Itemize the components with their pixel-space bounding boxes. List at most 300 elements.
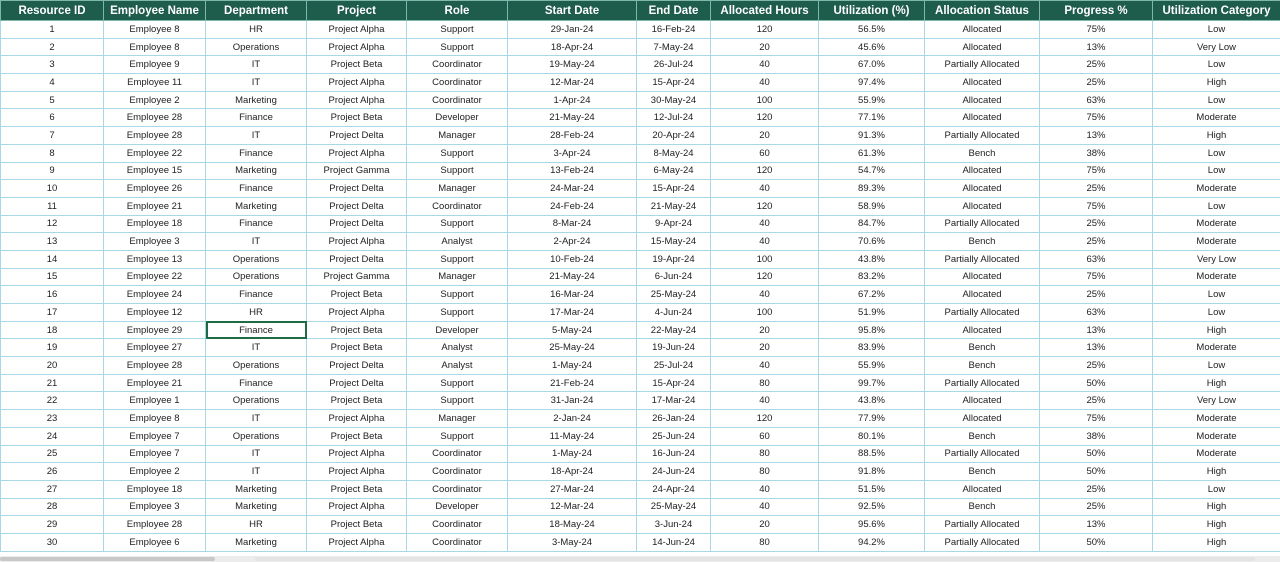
table-cell[interactable]: Low — [1153, 21, 1280, 39]
table-cell[interactable]: Operations — [206, 250, 307, 268]
table-cell[interactable]: 3 — [1, 56, 104, 74]
table-cell[interactable]: 25% — [1040, 357, 1153, 375]
table-cell[interactable]: Marketing — [206, 162, 307, 180]
table-cell[interactable]: Moderate — [1153, 233, 1280, 251]
table-cell[interactable]: 13% — [1040, 127, 1153, 145]
table-cell[interactable]: Finance — [206, 180, 307, 198]
table-cell[interactable]: Coordinator — [407, 463, 508, 481]
table-cell[interactable]: Employee 18 — [104, 480, 206, 498]
table-cell[interactable]: 22-May-24 — [637, 321, 711, 339]
table-cell[interactable]: Support — [407, 427, 508, 445]
table-cell[interactable]: Manager — [407, 268, 508, 286]
table-cell[interactable]: IT — [206, 445, 307, 463]
table-cell[interactable]: 25-May-24 — [637, 286, 711, 304]
table-cell[interactable]: 94.2% — [819, 533, 925, 551]
table-cell[interactable]: Moderate — [1153, 268, 1280, 286]
table-cell[interactable]: Developer — [407, 498, 508, 516]
table-cell[interactable]: 19-May-24 — [508, 56, 637, 74]
table-cell[interactable]: 9 — [1, 162, 104, 180]
table-cell[interactable]: Moderate — [1153, 109, 1280, 127]
table-cell[interactable]: 40 — [711, 74, 819, 92]
table-cell[interactable]: 26 — [1, 463, 104, 481]
table-cell[interactable]: 16 — [1, 286, 104, 304]
table-cell[interactable]: 12-Jul-24 — [637, 109, 711, 127]
column-header[interactable]: Project — [307, 1, 407, 21]
table-cell[interactable]: 25% — [1040, 498, 1153, 516]
table-cell[interactable]: Project Delta — [307, 374, 407, 392]
table-cell[interactable]: 95.8% — [819, 321, 925, 339]
table-cell[interactable]: Marketing — [206, 197, 307, 215]
table-cell[interactable]: Allocated — [925, 268, 1040, 286]
table-cell[interactable]: Partially Allocated — [925, 215, 1040, 233]
table-cell[interactable]: 16-Mar-24 — [508, 286, 637, 304]
table-cell[interactable]: 80 — [711, 374, 819, 392]
table-cell[interactable]: 6-May-24 — [637, 162, 711, 180]
table-cell[interactable]: 19-Apr-24 — [637, 250, 711, 268]
table-cell[interactable]: 120 — [711, 162, 819, 180]
table-cell[interactable]: 120 — [711, 410, 819, 428]
table-cell[interactable]: 77.1% — [819, 109, 925, 127]
table-cell[interactable]: High — [1153, 463, 1280, 481]
table-cell[interactable]: Manager — [407, 180, 508, 198]
column-header[interactable]: Allocated Hours — [711, 1, 819, 21]
table-cell[interactable]: 10 — [1, 180, 104, 198]
table-cell[interactable]: 28-Feb-24 — [508, 127, 637, 145]
table-cell[interactable]: Moderate — [1153, 445, 1280, 463]
table-cell[interactable]: Low — [1153, 480, 1280, 498]
table-cell[interactable]: Allocated — [925, 480, 1040, 498]
table-cell[interactable]: 89.3% — [819, 180, 925, 198]
table-cell[interactable]: Project Beta — [307, 516, 407, 534]
table-cell[interactable]: 5 — [1, 91, 104, 109]
table-cell[interactable]: Project Beta — [307, 109, 407, 127]
table-cell[interactable]: Project Delta — [307, 127, 407, 145]
table-cell[interactable]: Employee 7 — [104, 445, 206, 463]
table-cell[interactable]: Marketing — [206, 480, 307, 498]
table-cell[interactable]: 8 — [1, 144, 104, 162]
table-cell[interactable]: Project Alpha — [307, 463, 407, 481]
table-cell[interactable]: IT — [206, 56, 307, 74]
table-cell[interactable]: Bench — [925, 357, 1040, 375]
column-header[interactable]: Allocation Status — [925, 1, 1040, 21]
table-cell[interactable]: Very Low — [1153, 392, 1280, 410]
table-cell[interactable]: 120 — [711, 21, 819, 39]
table-cell[interactable]: Project Beta — [307, 286, 407, 304]
table-cell[interactable]: 80 — [711, 463, 819, 481]
table-cell[interactable]: Marketing — [206, 533, 307, 551]
table-cell[interactable]: Employee 6 — [104, 533, 206, 551]
table-cell[interactable]: 11-May-24 — [508, 427, 637, 445]
table-cell[interactable]: Employee 3 — [104, 498, 206, 516]
table-cell[interactable]: 40 — [711, 56, 819, 74]
table-cell[interactable]: 18-May-24 — [508, 516, 637, 534]
table-cell[interactable]: 17-Mar-24 — [508, 304, 637, 322]
table-cell[interactable]: 27 — [1, 480, 104, 498]
table-cell[interactable]: 83.9% — [819, 339, 925, 357]
table-cell[interactable]: 67.0% — [819, 56, 925, 74]
table-cell[interactable]: Support — [407, 374, 508, 392]
table-cell[interactable]: 24-Feb-24 — [508, 197, 637, 215]
table-cell[interactable]: 25-Jul-24 — [637, 357, 711, 375]
table-cell[interactable]: Partially Allocated — [925, 56, 1040, 74]
table-cell[interactable]: Coordinator — [407, 91, 508, 109]
table-cell[interactable]: 30 — [1, 533, 104, 551]
table-cell[interactable]: 43.8% — [819, 250, 925, 268]
table-cell[interactable]: Very Low — [1153, 250, 1280, 268]
table-cell[interactable]: Employee 13 — [104, 250, 206, 268]
table-cell[interactable]: Partially Allocated — [925, 250, 1040, 268]
table-cell[interactable]: 2-Apr-24 — [508, 233, 637, 251]
table-cell[interactable]: 95.6% — [819, 516, 925, 534]
table-cell[interactable]: 21-May-24 — [508, 268, 637, 286]
table-cell[interactable]: 50% — [1040, 463, 1153, 481]
table-cell[interactable]: 8-May-24 — [637, 144, 711, 162]
table-cell[interactable]: 21-May-24 — [508, 109, 637, 127]
table-cell[interactable]: Allocated — [925, 286, 1040, 304]
table-cell[interactable]: Moderate — [1153, 215, 1280, 233]
table-cell[interactable]: Developer — [407, 109, 508, 127]
table-cell[interactable]: 50% — [1040, 533, 1153, 551]
table-cell[interactable]: 3-Apr-24 — [508, 144, 637, 162]
table-cell[interactable]: 21-May-24 — [637, 197, 711, 215]
table-cell[interactable]: 1-May-24 — [508, 445, 637, 463]
table-cell[interactable]: Allocated — [925, 197, 1040, 215]
table-cell[interactable]: HR — [206, 304, 307, 322]
table-cell[interactable]: 50% — [1040, 445, 1153, 463]
table-cell[interactable]: Support — [407, 304, 508, 322]
table-cell[interactable]: 25% — [1040, 286, 1153, 304]
table-cell[interactable]: Employee 9 — [104, 56, 206, 74]
table-cell[interactable]: High — [1153, 498, 1280, 516]
table-cell[interactable]: Allocated — [925, 91, 1040, 109]
table-cell[interactable]: Support — [407, 144, 508, 162]
table-cell[interactable]: 25% — [1040, 180, 1153, 198]
table-cell[interactable]: Employee 2 — [104, 463, 206, 481]
table-cell[interactable]: 45.6% — [819, 38, 925, 56]
column-header[interactable]: Department — [206, 1, 307, 21]
table-cell[interactable]: Employee 28 — [104, 127, 206, 145]
table-cell[interactable]: 13% — [1040, 516, 1153, 534]
table-cell[interactable]: 1-Apr-24 — [508, 91, 637, 109]
table-cell[interactable]: Allocated — [925, 109, 1040, 127]
table-cell[interactable]: Partially Allocated — [925, 127, 1040, 145]
table-cell[interactable]: 13% — [1040, 321, 1153, 339]
table-cell[interactable]: Operations — [206, 392, 307, 410]
table-cell[interactable]: Support — [407, 250, 508, 268]
table-cell[interactable]: 25-Jun-24 — [637, 427, 711, 445]
table-cell[interactable]: 92.5% — [819, 498, 925, 516]
table-cell[interactable]: Employee 12 — [104, 304, 206, 322]
table-cell[interactable]: IT — [206, 233, 307, 251]
table-cell[interactable]: Very Low — [1153, 38, 1280, 56]
table-cell[interactable]: 120 — [711, 268, 819, 286]
table-cell[interactable]: 13% — [1040, 38, 1153, 56]
table-cell[interactable]: 43.8% — [819, 392, 925, 410]
table-cell[interactable]: Project Delta — [307, 357, 407, 375]
table-cell[interactable]: 7 — [1, 127, 104, 145]
table-cell[interactable]: Partially Allocated — [925, 533, 1040, 551]
table-cell[interactable]: 19 — [1, 339, 104, 357]
table-cell[interactable]: Partially Allocated — [925, 374, 1040, 392]
table-cell[interactable]: 25% — [1040, 215, 1153, 233]
table-cell[interactable]: Manager — [407, 127, 508, 145]
table-cell[interactable]: Employee 2 — [104, 91, 206, 109]
table-cell[interactable]: 55.9% — [819, 91, 925, 109]
table-cell[interactable]: 12-Mar-24 — [508, 498, 637, 516]
table-cell[interactable]: Support — [407, 392, 508, 410]
table-cell[interactable]: Employee 11 — [104, 74, 206, 92]
table-cell[interactable]: 7-May-24 — [637, 38, 711, 56]
table-cell[interactable]: Low — [1153, 357, 1280, 375]
table-cell[interactable]: 29 — [1, 516, 104, 534]
table-cell[interactable]: Allocated — [925, 38, 1040, 56]
table-cell[interactable]: Support — [407, 38, 508, 56]
table-cell[interactable]: IT — [206, 127, 307, 145]
table-cell[interactable]: 100 — [711, 250, 819, 268]
table-cell[interactable]: 25-May-24 — [508, 339, 637, 357]
table-cell[interactable]: Employee 8 — [104, 21, 206, 39]
table-cell[interactable]: Project Beta — [307, 56, 407, 74]
table-cell[interactable]: 20 — [711, 516, 819, 534]
column-header[interactable]: Employee Name — [104, 1, 206, 21]
table-cell[interactable]: 99.7% — [819, 374, 925, 392]
table-cell[interactable]: 54.7% — [819, 162, 925, 180]
table-cell[interactable]: 24 — [1, 427, 104, 445]
table-cell[interactable]: 40 — [711, 357, 819, 375]
table-cell[interactable]: Project Alpha — [307, 445, 407, 463]
table-cell[interactable]: Employee 8 — [104, 410, 206, 428]
table-cell[interactable]: Allocated — [925, 162, 1040, 180]
table-cell[interactable]: Low — [1153, 197, 1280, 215]
table-cell[interactable]: Bench — [925, 427, 1040, 445]
table-cell[interactable]: 4-Jun-24 — [637, 304, 711, 322]
table-cell[interactable]: 91.8% — [819, 463, 925, 481]
table-cell[interactable]: 19-Jun-24 — [637, 339, 711, 357]
table-cell[interactable]: IT — [206, 410, 307, 428]
table-cell[interactable]: Project Delta — [307, 250, 407, 268]
table-cell[interactable]: 17 — [1, 304, 104, 322]
table-cell[interactable]: 80 — [711, 445, 819, 463]
table-cell[interactable]: 20 — [1, 357, 104, 375]
table-cell[interactable]: 25% — [1040, 74, 1153, 92]
table-cell[interactable]: Bench — [925, 339, 1040, 357]
table-cell[interactable]: Coordinator — [407, 516, 508, 534]
table-cell[interactable]: 18-Apr-24 — [508, 38, 637, 56]
table-cell[interactable]: Developer — [407, 321, 508, 339]
table-cell[interactable]: 51.9% — [819, 304, 925, 322]
table-cell[interactable]: 15-Apr-24 — [637, 74, 711, 92]
table-cell[interactable]: 75% — [1040, 410, 1153, 428]
table-cell[interactable]: 24-Apr-24 — [637, 480, 711, 498]
table-cell[interactable]: 80 — [711, 533, 819, 551]
table-cell[interactable]: Employee 28 — [104, 516, 206, 534]
table-cell[interactable]: 63% — [1040, 91, 1153, 109]
table-cell[interactable]: Analyst — [407, 233, 508, 251]
table-cell[interactable]: 75% — [1040, 162, 1153, 180]
table-cell[interactable]: 25% — [1040, 56, 1153, 74]
table-cell[interactable]: 2 — [1, 38, 104, 56]
table-cell[interactable]: 2-Jan-24 — [508, 410, 637, 428]
table-cell[interactable]: 84.7% — [819, 215, 925, 233]
table-cell[interactable]: 11 — [1, 197, 104, 215]
table-cell[interactable]: Finance — [206, 374, 307, 392]
table-cell[interactable]: 25% — [1040, 480, 1153, 498]
table-cell[interactable]: 18-Apr-24 — [508, 463, 637, 481]
table-cell[interactable]: 75% — [1040, 268, 1153, 286]
table-cell[interactable]: 27-Mar-24 — [508, 480, 637, 498]
table-cell[interactable]: 10-Feb-24 — [508, 250, 637, 268]
table-cell[interactable]: Allocated — [925, 180, 1040, 198]
table-cell[interactable]: High — [1153, 516, 1280, 534]
table-cell[interactable]: Project Alpha — [307, 533, 407, 551]
table-cell[interactable]: Low — [1153, 56, 1280, 74]
table-cell[interactable]: 75% — [1040, 197, 1153, 215]
table-cell[interactable]: 40 — [711, 480, 819, 498]
table-cell[interactable]: Moderate — [1153, 410, 1280, 428]
table-cell[interactable]: Low — [1153, 286, 1280, 304]
table-cell[interactable]: 24-Jun-24 — [637, 463, 711, 481]
table-cell[interactable]: 40 — [711, 233, 819, 251]
table-cell[interactable]: 100 — [711, 304, 819, 322]
table-cell[interactable]: Project Alpha — [307, 144, 407, 162]
table-cell[interactable]: Operations — [206, 427, 307, 445]
table-cell[interactable]: Operations — [206, 268, 307, 286]
table-cell[interactable]: Project Alpha — [307, 21, 407, 39]
table-cell[interactable]: Support — [407, 21, 508, 39]
table-cell[interactable]: 24-Mar-24 — [508, 180, 637, 198]
table-cell[interactable]: Project Alpha — [307, 233, 407, 251]
table-cell[interactable]: Finance — [206, 215, 307, 233]
table-cell[interactable]: 70.6% — [819, 233, 925, 251]
table-cell[interactable]: 1-May-24 — [508, 357, 637, 375]
table-cell[interactable]: Project Delta — [307, 180, 407, 198]
table-cell[interactable]: 17-Mar-24 — [637, 392, 711, 410]
table-cell[interactable]: Employee 26 — [104, 180, 206, 198]
table-cell[interactable]: 23 — [1, 410, 104, 428]
table-cell[interactable]: 61.3% — [819, 144, 925, 162]
table-cell[interactable]: Support — [407, 215, 508, 233]
table-cell[interactable]: 120 — [711, 109, 819, 127]
table-cell[interactable]: 31-Jan-24 — [508, 392, 637, 410]
table-cell[interactable]: Moderate — [1153, 180, 1280, 198]
table-cell[interactable]: 15-Apr-24 — [637, 180, 711, 198]
table-cell[interactable]: 75% — [1040, 109, 1153, 127]
table-cell[interactable]: Project Beta — [307, 339, 407, 357]
table-cell[interactable]: 15-May-24 — [637, 233, 711, 251]
column-header[interactable]: End Date — [637, 1, 711, 21]
table-cell[interactable]: Project Gamma — [307, 268, 407, 286]
table-cell[interactable]: Finance — [206, 286, 307, 304]
table-cell[interactable]: 21-Feb-24 — [508, 374, 637, 392]
table-cell[interactable]: 1 — [1, 21, 104, 39]
table-cell[interactable]: Manager — [407, 410, 508, 428]
table-cell[interactable]: Partially Allocated — [925, 516, 1040, 534]
table-cell[interactable]: Employee 22 — [104, 144, 206, 162]
table-cell[interactable]: 18 — [1, 321, 104, 339]
table-cell[interactable]: Operations — [206, 38, 307, 56]
table-cell[interactable]: Partially Allocated — [925, 445, 1040, 463]
table-cell[interactable]: Project Alpha — [307, 498, 407, 516]
table-cell[interactable]: Bench — [925, 498, 1040, 516]
column-header[interactable]: Resource ID — [1, 1, 104, 21]
table-cell[interactable]: Project Beta — [307, 480, 407, 498]
table-cell[interactable]: Project Alpha — [307, 91, 407, 109]
table-cell[interactable]: Operations — [206, 357, 307, 375]
table-cell[interactable]: 63% — [1040, 250, 1153, 268]
table-cell[interactable]: 13 — [1, 233, 104, 251]
table-cell[interactable]: Employee 28 — [104, 109, 206, 127]
table-cell[interactable]: Employee 7 — [104, 427, 206, 445]
table-cell[interactable]: Employee 21 — [104, 197, 206, 215]
table-cell[interactable]: 25 — [1, 445, 104, 463]
table-cell[interactable]: 21 — [1, 374, 104, 392]
scrollbar-thumb[interactable] — [255, 557, 1255, 561]
table-cell[interactable]: Coordinator — [407, 445, 508, 463]
table-cell[interactable]: 28 — [1, 498, 104, 516]
table-cell[interactable]: Partially Allocated — [925, 304, 1040, 322]
table-cell[interactable]: Support — [407, 286, 508, 304]
table-cell[interactable]: 60 — [711, 144, 819, 162]
table-cell[interactable]: Employee 24 — [104, 286, 206, 304]
table-cell[interactable]: 40 — [711, 215, 819, 233]
sheet-tab-area[interactable] — [0, 557, 215, 561]
table-cell[interactable]: Employee 29 — [104, 321, 206, 339]
table-cell[interactable]: 55.9% — [819, 357, 925, 375]
table-cell[interactable]: 50% — [1040, 374, 1153, 392]
table-cell[interactable]: Finance — [206, 144, 307, 162]
table-cell[interactable]: Project Alpha — [307, 74, 407, 92]
table-cell[interactable]: Allocated — [925, 410, 1040, 428]
table-cell[interactable]: Employee 15 — [104, 162, 206, 180]
table-cell[interactable]: Employee 1 — [104, 392, 206, 410]
column-header[interactable]: Role — [407, 1, 508, 21]
table-cell[interactable]: 25% — [1040, 392, 1153, 410]
table-cell[interactable]: 100 — [711, 91, 819, 109]
table-cell[interactable]: 30-May-24 — [637, 91, 711, 109]
table-cell[interactable]: 13-Feb-24 — [508, 162, 637, 180]
table-cell[interactable]: Finance — [206, 109, 307, 127]
table-cell[interactable]: IT — [206, 74, 307, 92]
table-cell[interactable]: Low — [1153, 162, 1280, 180]
table-cell[interactable]: Allocated — [925, 74, 1040, 92]
table-cell[interactable]: Project Beta — [307, 392, 407, 410]
table-cell[interactable]: 97.4% — [819, 74, 925, 92]
table-cell[interactable]: 20 — [711, 339, 819, 357]
table-cell[interactable]: Employee 3 — [104, 233, 206, 251]
table-cell[interactable]: Project Alpha — [307, 304, 407, 322]
table-cell[interactable]: Allocated — [925, 392, 1040, 410]
table-cell[interactable]: 40 — [711, 286, 819, 304]
table-cell[interactable]: 58.9% — [819, 197, 925, 215]
table-cell[interactable]: 83.2% — [819, 268, 925, 286]
table-cell[interactable]: 12 — [1, 215, 104, 233]
table-cell[interactable]: 4 — [1, 74, 104, 92]
table-cell[interactable]: Marketing — [206, 498, 307, 516]
table-cell[interactable]: Employee 27 — [104, 339, 206, 357]
table-cell[interactable]: Allocated — [925, 321, 1040, 339]
table-cell[interactable]: High — [1153, 74, 1280, 92]
table-cell[interactable]: Project Alpha — [307, 38, 407, 56]
table-cell[interactable]: High — [1153, 321, 1280, 339]
table-cell[interactable]: 51.5% — [819, 480, 925, 498]
table-cell[interactable]: 38% — [1040, 144, 1153, 162]
table-cell[interactable]: 6 — [1, 109, 104, 127]
table-cell[interactable]: 20 — [711, 321, 819, 339]
horizontal-scrollbar[interactable] — [0, 556, 1280, 562]
table-cell[interactable]: 56.5% — [819, 21, 925, 39]
table-cell[interactable]: Support — [407, 162, 508, 180]
table-cell[interactable]: 120 — [711, 197, 819, 215]
